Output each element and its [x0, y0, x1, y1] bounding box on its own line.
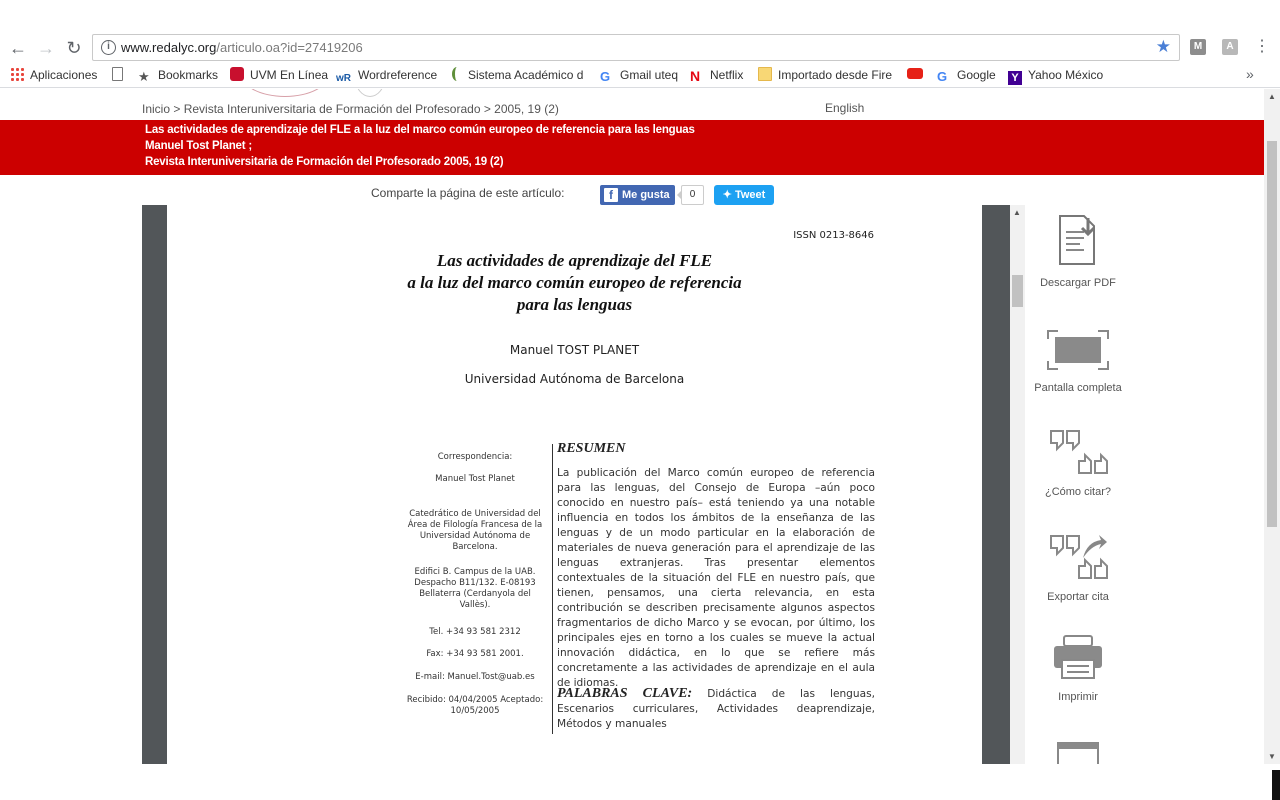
wordreference-icon: wR	[336, 73, 351, 84]
screen-edge-mark	[1272, 770, 1280, 800]
bookmark-label: Bookmarks	[158, 68, 219, 82]
banner-title: Las actividades de aprendizaje del FLE a la luz del marco común europeo de referencia para las lenguas	[145, 124, 695, 136]
scroll-up-arrow-icon[interactable]: ▲	[1013, 208, 1021, 217]
menu-dots-icon[interactable]: ⋮	[1254, 38, 1270, 55]
how-to-cite-button[interactable]	[1030, 429, 1126, 498]
bookmark-wordreference[interactable]	[336, 67, 437, 83]
page-scroll-thumb[interactable]	[1267, 141, 1277, 527]
tweet-button[interactable]	[714, 185, 774, 205]
pdf-scroll-thumb[interactable]	[1012, 275, 1023, 307]
bookmark-sistema[interactable]	[452, 67, 583, 83]
pdf-viewer[interactable]	[142, 205, 1010, 800]
tool-label: Descargar PDF	[1040, 277, 1116, 289]
bookmark-netflix[interactable]	[690, 67, 743, 83]
abstract-text: La publicación del Marco común europeo de referencia para las lenguas, del Consejo de Europa –aún poco conocido en nuestro país– está teniendo ya una notable influencia en todos los ámbitos de la enseñanza de las lenguas y de un modo particular en la elaboración de materiales de nueva generación para el aprendizaje de las lenguas extranjeras. Tras presentar elementos contextuales de la situación del FLE en nuestro país, que tienen, pensamos, una cierta relevancia, en esta contribución se describen precisamente algunos aspectos fragmentarios de dicho Marco y se evocan, por último, los principales ejes en torno a los cuales se mueve la actual innovación didáctica, en lo que se refiere más concretamente a las actividades de aprendizaje en el aula de idiomas.	[557, 467, 875, 689]
bookmark-star-icon[interactable]: ★	[1155, 37, 1171, 56]
bookmark-uvm[interactable]	[230, 67, 328, 83]
scroll-up-arrow-icon[interactable]: ▲	[1268, 92, 1276, 101]
bookmark-label: Importado desde Fire	[778, 68, 893, 82]
folder-icon	[758, 67, 772, 81]
tool-label: Exportar cita	[1047, 591, 1109, 603]
bottom-area	[0, 764, 1280, 800]
language-link[interactable]: English	[825, 101, 865, 115]
bookmarks-bar	[0, 62, 1280, 88]
bookmark-label: Aplicaciones	[30, 68, 98, 82]
bookmark-label: Netflix	[710, 68, 744, 82]
back-arrow-icon[interactable]: ←	[9, 38, 27, 58]
keywords-text: Didáctica de las lenguas, Escenarios curriculares, Actividades deaprendizaje, Métodos y manuales	[557, 688, 875, 730]
info-icon[interactable]: i	[101, 40, 116, 55]
page-scrollbar[interactable]	[1264, 89, 1280, 764]
uvm-icon	[230, 67, 244, 81]
site-logo-part	[355, 89, 385, 97]
column-divider	[552, 444, 553, 734]
paper-title	[167, 250, 982, 316]
bookmark-label: Wordreference	[358, 68, 438, 82]
issn: ISSN 0213-8646	[793, 230, 874, 241]
pdf-extension-icon[interactable]: A	[1222, 39, 1238, 55]
correspondence-tel: Tel. +34 93 581 2312	[429, 627, 521, 637]
site-logo[interactable]	[240, 89, 330, 97]
fullscreen-button[interactable]	[1030, 329, 1126, 394]
tool-label: Pantalla completa	[1034, 382, 1122, 394]
paper-affiliation: Universidad Autónoma de Barcelona	[464, 372, 685, 386]
facebook-icon: f	[604, 188, 618, 202]
title-line: Las actividades de aprendizaje del FLE	[436, 251, 713, 270]
correspondence-label: Correspondencia:	[437, 452, 513, 462]
extension-icon[interactable]: M	[1190, 39, 1206, 55]
share-label: Comparte la página de este artículo:	[371, 186, 565, 200]
pdf-scrollbar[interactable]	[1010, 205, 1025, 800]
sistema-icon	[452, 67, 462, 81]
like-count: 0	[681, 185, 704, 205]
export-cite-button[interactable]	[1030, 534, 1126, 603]
google-icon: G	[937, 69, 948, 84]
star-icon: ★	[138, 69, 150, 84]
correspondence-fax: Fax: +34 93 581 2001.	[426, 649, 524, 659]
tweet-label: Tweet	[734, 189, 766, 201]
bookmark-label: Google	[957, 68, 996, 82]
fullscreen-icon	[1046, 329, 1110, 371]
apps-icon	[10, 67, 24, 81]
title-line: a la luz del marco común europeo de referencia	[407, 273, 742, 292]
correspondence-name: Manuel Tost Planet	[435, 474, 515, 484]
download-pdf-button[interactable]	[1030, 214, 1126, 289]
export-cite-icon	[1047, 534, 1109, 580]
printer-icon	[1052, 634, 1104, 680]
file-icon	[112, 67, 123, 81]
forward-arrow-icon[interactable]: →	[37, 38, 55, 58]
netflix-icon: N	[690, 68, 701, 84]
tool-label: Imprimir	[1058, 691, 1098, 703]
bookmark-apps[interactable]	[10, 67, 97, 83]
url-path: /articulo.oa?id=27419206	[216, 40, 363, 55]
page-content	[0, 89, 1264, 800]
url-text	[121, 40, 363, 55]
bookmark-label: Gmail uteq	[620, 68, 679, 82]
download-pdf-icon	[1054, 214, 1102, 266]
tab-strip	[0, 0, 1280, 34]
twitter-bird-icon: ✦	[722, 189, 735, 201]
title-line: para las lenguas	[516, 295, 633, 314]
bookmark-gmail[interactable]	[600, 67, 678, 83]
bookmark-file[interactable]	[112, 67, 129, 83]
scroll-down-arrow-icon[interactable]: ▼	[1268, 752, 1276, 761]
bookmark-yahoo[interactable]	[1008, 67, 1103, 83]
bookmark-label: Yahoo México	[1028, 68, 1104, 82]
breadcrumb[interactable]: Inicio > Revista Interuniversitaria de Formación del Profesorado > 2005, 19 (2)	[142, 102, 559, 116]
like-label: Me gusta	[622, 189, 670, 201]
keywords-heading: PALABRAS CLAVE:	[557, 686, 693, 701]
correspondence-address: Edifici B. Campus de la UAB. Despacho B11/132. E-08193 Bellaterra (Cerdanyola del Vallès).	[414, 567, 536, 610]
bookmark-google[interactable]	[937, 67, 996, 83]
url-host: www.redalyc.org	[121, 40, 217, 55]
bookmark-label: UVM En Línea	[250, 68, 329, 82]
banner-author: Manuel Tost Planet ;	[145, 140, 252, 152]
facebook-like-button[interactable]	[600, 185, 675, 205]
keywords	[557, 686, 875, 732]
yahoo-icon: Y	[1008, 71, 1022, 85]
print-button[interactable]	[1030, 634, 1126, 703]
pdf-page	[167, 205, 982, 800]
cite-icon	[1047, 429, 1109, 475]
google-icon: G	[600, 69, 611, 84]
article-banner	[0, 120, 1264, 175]
bookmark-bookmarks[interactable]	[138, 67, 218, 83]
bookmark-importado[interactable]	[758, 67, 892, 83]
tool-label: ¿Cómo citar?	[1044, 486, 1112, 498]
youtube-icon	[907, 68, 923, 79]
paper-author: Manuel TOST PLANET	[509, 343, 640, 357]
banner-journal: Revista Interuniversitaria de Formación del Profesorado 2005, 19 (2)	[145, 156, 504, 168]
correspondence-position: Catedrático de Universidad del Área de Filología Francesa de la Universidad Autónoma de Barcelona.	[407, 509, 543, 552]
bookmark-youtube[interactable]	[907, 67, 929, 83]
correspondence-email: E-mail: Manuel.Tost@uab.es	[415, 672, 535, 682]
abstract-heading: RESUMEN	[557, 441, 626, 456]
received-dates: Recibido: 04/04/2005 Aceptado: 10/05/2005	[406, 695, 544, 716]
more-bookmarks-icon[interactable]: »	[1246, 66, 1254, 82]
reload-icon[interactable]: ↻	[66, 38, 82, 58]
address-bar[interactable]	[92, 34, 1180, 61]
bookmark-label: Sistema Académico d	[468, 68, 584, 82]
